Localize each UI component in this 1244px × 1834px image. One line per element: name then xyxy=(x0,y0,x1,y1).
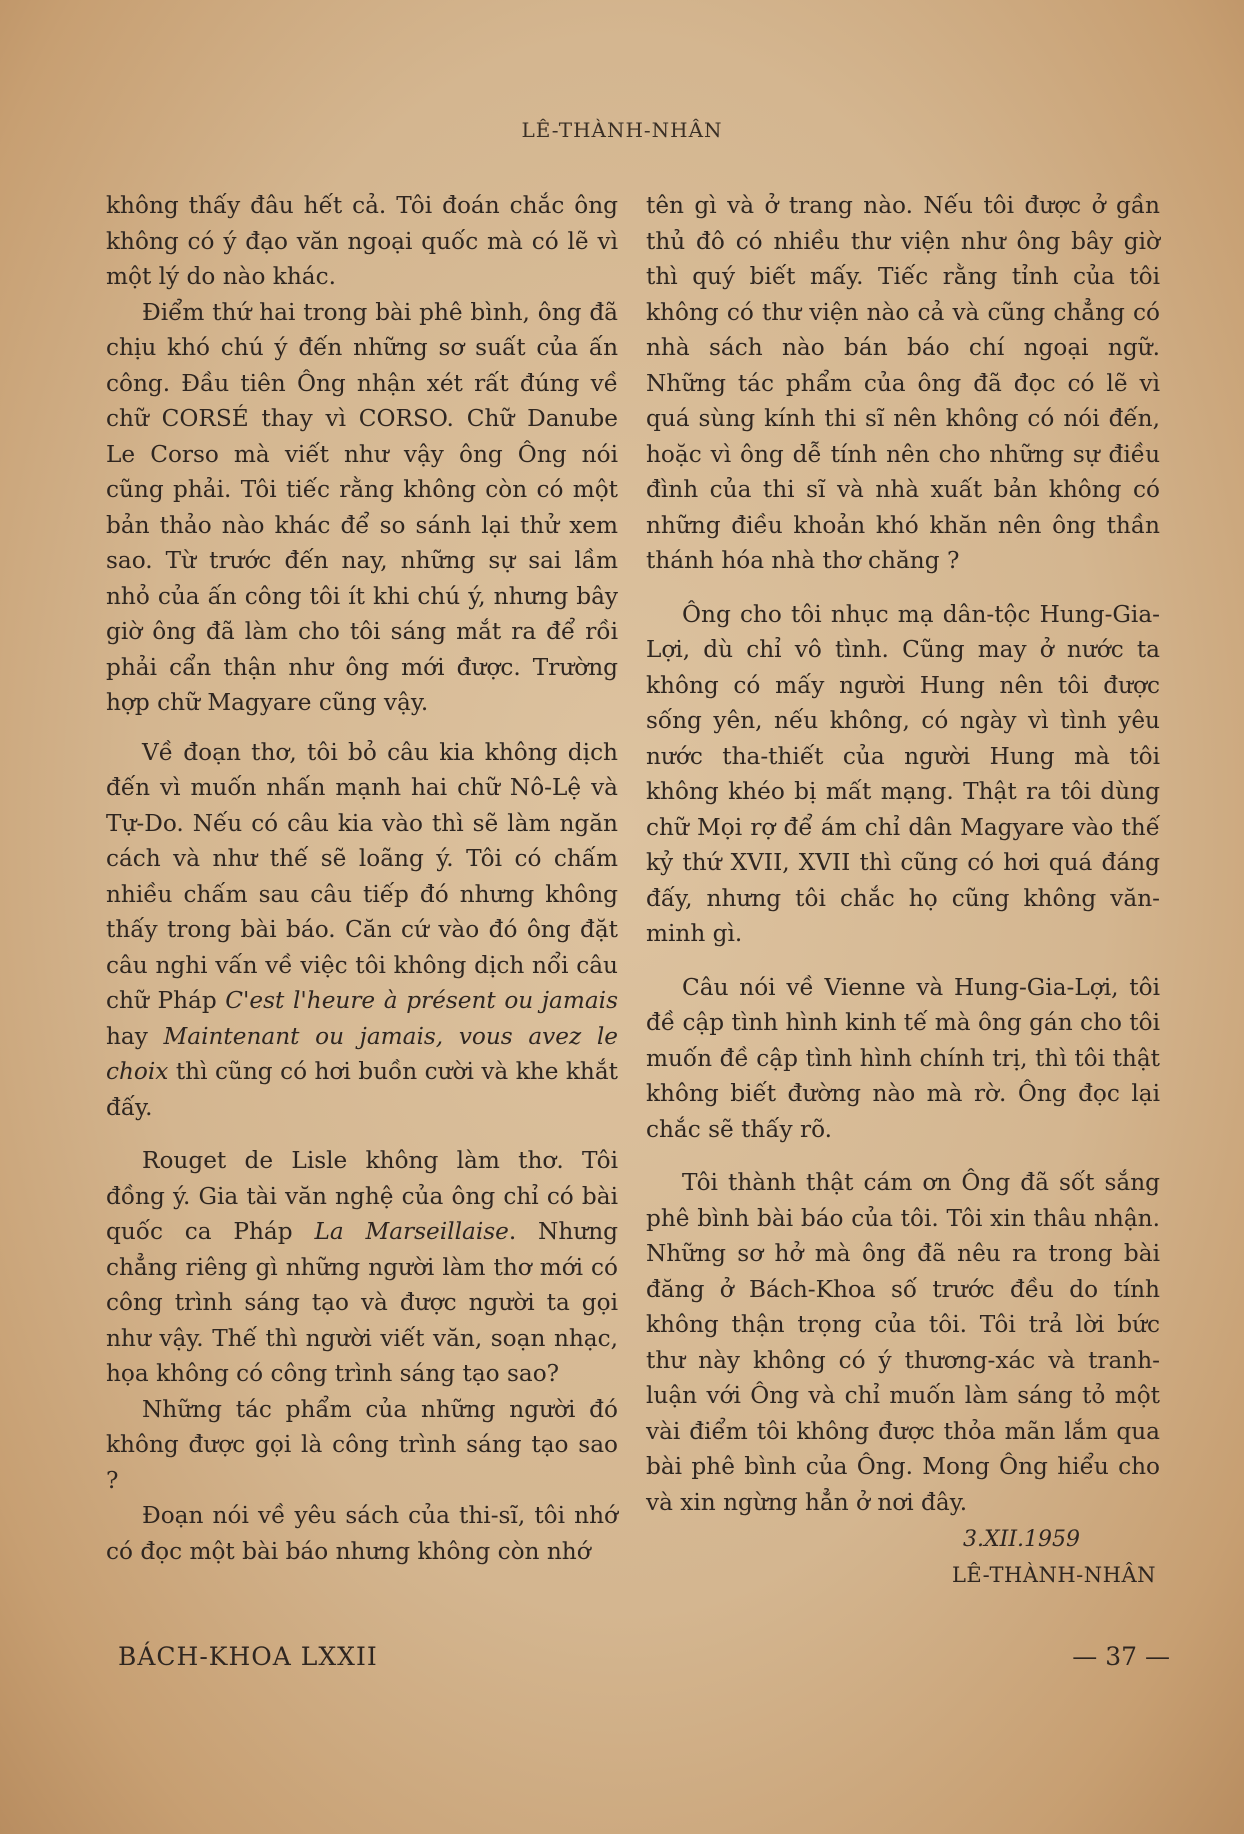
paragraph: Đoạn nói về yêu sách của thi-sĩ, tôi nhớ có đọc một bài báo nhưng không còn nhớ xyxy=(106,1502,618,1565)
text-run: . Nhưng chẳng riêng gì những người làm thơ mới có công trình sáng tạo và được người ta gọi như vậy. Thế thì người viết văn, soạn nhạc, họa không có công trình sáng tạo sao? xyxy=(106,1218,618,1387)
paragraph xyxy=(106,735,618,1126)
running-head: LÊ-THÀNH-NHÂN xyxy=(521,118,723,142)
paragraph xyxy=(106,1143,618,1392)
french-quote: Maintenant ou jamais, vous avez le choix xyxy=(106,1022,619,1085)
right-column xyxy=(646,188,1160,1593)
text-run: Về đoạn thơ, tôi bỏ câu kia không dịch đến vì muốn nhấn mạnh hai chữ Nô-Lệ và Tự-Do. Nếu có câu kia vào thì sẽ làm ngăn cách và như thế sẽ loãng ý. Tôi có chấm nhiều chấm sau câu tiếp đó nhưng không thấy trong bài báo. Căn cứ vào đó ông đặt câu nghi vấn về việc tôi không dịch nổi câu chữ Pháp xyxy=(106,738,618,1014)
paragraph: Câu nói về Vienne và Hung-Gia-Lợi, tôi đề cập tình hình kinh tế mà ông gán cho tôi muốn đề cập tình hình chính trị, thì tôi thật không biết đường nào mà rờ. Ông đọc lại chắc sẽ thấy rõ. xyxy=(646,973,1160,1143)
signature-date: 3.XII.1959 xyxy=(962,1527,1080,1552)
footer-page-number: — 37 — xyxy=(1072,1642,1170,1671)
french-title: La Marseillaise xyxy=(314,1218,509,1245)
paragraph: tên gì và ở trang nào. Nếu tôi được ở gần thủ đô có nhiều thư viện như ông bây giờ thì quý biết mấy. Tiếc rằng tỉnh của tôi không có thư viện nào cả và cũng chẳng có nhà sách nào bán báo chí ngoại ngữ. Những tác phẩm của ông đã đọc có lẽ vì quá sùng kính thi sĩ nên không có nói đến, hoặc vì ông dễ tính nên cho những sự điều đình của thi sĩ và nhà xuất bản không có những điều khoản khó khăn nên ông thần thánh hóa nhà thơ chăng ? xyxy=(646,192,1160,574)
footer-magazine-name: BÁCH-KHOA LXXII xyxy=(118,1642,378,1671)
paragraph: Ông cho tôi nhục mạ dân-tộc Hung-Gia-Lợi, dù chỉ vô tình. Cũng may ở nước ta không có mấy người Hung nên tôi được sống yên, nếu không, có ngày vì tình yêu nước tha-thiết của người Hung mà tôi không khéo bị mất mạng. Thật ra tôi dùng chữ Mọi rợ để ám chỉ dân Magyare vào thế kỷ thứ XVII, XVII thì cũng có hơi quá đáng đấy, nhưng tôi chắc họ cũng không văn-minh gì. xyxy=(646,600,1160,947)
signature-name: LÊ-THÀNH-NHÂN xyxy=(951,1562,1156,1587)
text-run: Rouget de Lisle không làm thơ. Tôi đồng ý. Gia tài văn nghệ của ông chỉ có bài quốc ca Pháp xyxy=(106,1147,618,1245)
text-run: hay xyxy=(106,1022,148,1050)
french-quote: C'est l'heure à présent ou jamais xyxy=(225,987,618,1014)
text-run: thì cũng có hơi buồn cười và khe khắt đấy. xyxy=(106,1058,618,1121)
paragraph: không thấy đâu hết cả. Tôi đoán chắc ông không có ý đạo văn ngoại quốc mà có lẽ vì một lý do nào khác. xyxy=(106,192,618,290)
paragraph: Tôi thành thật cám ơn Ông đã sốt sắng phê bình bài báo của tôi. Tôi xin thâu nhận. Những sơ hở mà ông đã nêu ra trong bài đăng ở Bách-Khoa số trước đều do tính không thận trọng của tôi. Tôi trả lời bức thư này không có ý thương-xác và tranh-luận với Ông và chỉ muốn làm sáng tỏ một vài điểm tôi không được thỏa mãn lắm qua bài phê bình của Ông. Mong Ông hiểu cho và xin ngừng hẳn ở nơi đây. xyxy=(646,1169,1160,1516)
paragraph: Những tác phẩm của những người đó không được gọi là công trình sáng tạo sao ? xyxy=(106,1395,618,1494)
paragraph: Điểm thứ hai trong bài phê bình, ông đã chịu khó chú ý đến những sơ suất của ấn công. Đầu tiên Ông nhận xét rất đúng về chữ CORSÉ thay vì CORSO. Chữ Danube Le Corso mà viết như vậy ông Ông nói cũng phải. Tôi tiếc rằng không còn có một bản thảo nào khác để so sánh lại thử xem sao. Từ trước đến nay, những sự sai lầm nhỏ của ấn công tôi ít khi chú ý, nhưng bây giờ ông đã làm cho tôi sáng mắt ra để rồi phải cẩn thận như ông mới được. Trường hợp chữ Magyare cũng vậy. xyxy=(106,298,618,716)
left-column xyxy=(106,188,618,1569)
